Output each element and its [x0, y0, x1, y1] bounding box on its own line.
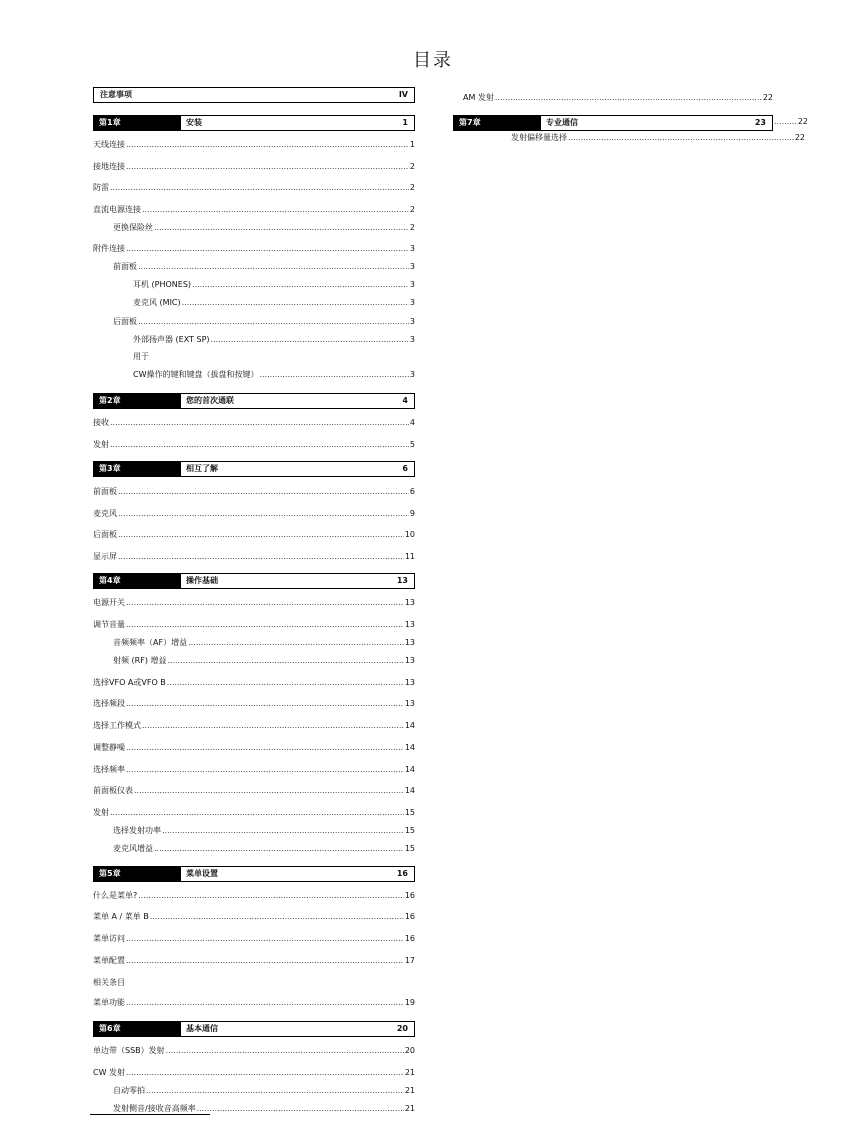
- toc-entry[interactable]: [113, 638, 415, 648]
- chapter-heading[interactable]: [93, 573, 415, 589]
- entry-label: 发射: [93, 808, 109, 817]
- dot-leader: [495, 93, 762, 103]
- toc-entry[interactable]: [93, 183, 415, 193]
- toc-entry[interactable]: [133, 370, 415, 380]
- entry-label: 发射: [93, 440, 109, 449]
- chapter-title: 专业通信: [546, 118, 578, 127]
- entry-page: 22: [762, 93, 773, 102]
- entry-label: 选择发射功率: [113, 826, 161, 835]
- entry-label: 显示屏: [93, 552, 117, 561]
- chapter-title: 菜单设置: [186, 869, 218, 878]
- chapter-tag: 第4章: [94, 574, 181, 588]
- chapter-tag: 第1章: [94, 116, 181, 130]
- entry-label: 发射偏移量选择: [511, 133, 567, 142]
- dot-leader: [118, 509, 409, 519]
- entry-page: 3: [409, 335, 415, 344]
- entry-label: 直流电源连接: [93, 205, 141, 214]
- toc-entry[interactable]: [93, 678, 415, 688]
- toc-entry[interactable]: [463, 93, 773, 103]
- dot-leader: [150, 912, 404, 922]
- entry-page: 1: [409, 140, 415, 149]
- entry-page: 2: [409, 205, 415, 214]
- entry-label: 调节音量: [93, 620, 125, 629]
- toc-entry[interactable]: [113, 656, 415, 666]
- entry-label: CW操作的键和键盘（拔盘和按键）: [133, 370, 259, 379]
- entry-page: 3: [409, 244, 415, 253]
- entry-label: 前面板仪表: [93, 786, 133, 795]
- entry-label: 前面板: [93, 487, 117, 496]
- toc-entry[interactable]: [93, 912, 415, 922]
- toc-entry[interactable]: [93, 140, 415, 150]
- dot-leader: [260, 370, 409, 380]
- entry-label: CW 发射: [93, 1068, 126, 1077]
- entry-label: 前面板: [113, 262, 137, 271]
- entry-label: 外部扬声器 (EXT SP): [133, 335, 210, 344]
- toc-entry[interactable]: [93, 998, 415, 1008]
- entry-label: 耳机 (PHONES): [133, 280, 192, 289]
- entry-page: 16: [404, 891, 415, 900]
- chapter-tag: 第2章: [94, 394, 181, 408]
- chapter-heading[interactable]: [93, 115, 415, 131]
- toc-entry[interactable]: [93, 530, 415, 540]
- chapter-heading[interactable]: [93, 1021, 415, 1037]
- chapter-tag: 第5章: [94, 867, 181, 881]
- notice-row[interactable]: [93, 87, 415, 103]
- entry-page: 21: [404, 1086, 415, 1095]
- entry-page: 22: [794, 133, 805, 142]
- entry-page: 4: [409, 418, 415, 427]
- dot-leader: [126, 998, 404, 1008]
- dot-leader: [188, 638, 404, 648]
- entry-label: 菜单访问: [93, 934, 125, 943]
- dot-leader: [182, 298, 409, 308]
- entry-label: 后面板: [113, 317, 137, 326]
- toc-entry[interactable]: [93, 765, 415, 775]
- dot-leader: [142, 721, 404, 731]
- entry-page: 13: [404, 638, 415, 647]
- dot-leader: [192, 280, 409, 290]
- entry-label: 更换保险丝: [113, 223, 153, 232]
- chapter-tag: 第7章: [454, 116, 541, 130]
- toc-entry[interactable]: [93, 440, 415, 450]
- entry-label: 单边带（SSB）发射: [93, 1046, 165, 1055]
- chapter-tag: 第6章: [94, 1022, 181, 1036]
- entry-label: 麦克风增益: [113, 844, 153, 853]
- toc-entry[interactable]: [93, 162, 415, 172]
- toc-entry[interactable]: [93, 891, 415, 901]
- toc-entry[interactable]: [93, 1046, 415, 1056]
- dot-leader: [142, 205, 409, 215]
- toc-entry[interactable]: [511, 133, 805, 143]
- chapter-title: 基本通信: [186, 1024, 218, 1033]
- toc-entry[interactable]: [113, 317, 415, 327]
- toc-entry[interactable]: [93, 808, 415, 818]
- toc-entry[interactable]: [113, 1086, 415, 1096]
- entry-page: 17: [404, 956, 415, 965]
- chapter-title: 您的首次通联: [186, 396, 234, 405]
- dot-leader: [118, 530, 404, 540]
- dot-leader: [211, 335, 409, 345]
- toc-entry[interactable]: [93, 244, 415, 254]
- notice-label: 注意事项: [100, 90, 132, 99]
- entry-page: 16: [404, 934, 415, 943]
- toc-entry[interactable]: [93, 598, 415, 608]
- entry-page: 14: [404, 786, 415, 795]
- entry-page: 15: [404, 826, 415, 835]
- entry-page: 14: [404, 743, 415, 752]
- toc-entry[interactable]: [113, 262, 415, 272]
- entry-page: 13: [404, 620, 415, 629]
- dot-leader: [110, 418, 409, 428]
- entry-label: 什么是菜单?: [93, 891, 138, 900]
- entry-page: 3: [409, 370, 415, 379]
- dot-leader: [126, 598, 404, 608]
- dot-leader: [154, 223, 409, 233]
- entry-page: 21: [404, 1104, 415, 1113]
- entry-label: 电源开关: [93, 598, 125, 607]
- dot-leader: [138, 891, 404, 901]
- dot-leader: [126, 934, 404, 944]
- entry-label: 音频频率（AF）增益: [113, 638, 188, 647]
- dot-leader: [126, 765, 404, 775]
- entry-page: 21: [404, 1068, 415, 1077]
- toc-entry[interactable]: [93, 509, 415, 519]
- toc-entry[interactable]: [93, 620, 415, 630]
- entry-page: 16: [404, 912, 415, 921]
- entry-label: 射频 (RF) 增益: [113, 656, 167, 665]
- chapter-page: 13: [396, 576, 408, 585]
- entry-page: 3: [409, 262, 415, 271]
- chapter-title: 相互了解: [186, 464, 218, 473]
- chapter-heading[interactable]: [93, 461, 415, 477]
- entry-label: 接地连接: [93, 162, 125, 171]
- entry-label: 菜单 A / 菜单 B: [93, 912, 149, 921]
- entry-page: 10: [404, 530, 415, 539]
- dot-leader: [126, 244, 409, 254]
- toc-entry[interactable]: [93, 956, 415, 966]
- toc-entry[interactable]: [133, 352, 415, 362]
- toc-entry[interactable]: [93, 978, 415, 988]
- chapter-page: 20: [396, 1024, 408, 1033]
- toc-entry[interactable]: [93, 934, 415, 944]
- entry-page: 2: [409, 223, 415, 232]
- footer-rule: [90, 1114, 210, 1115]
- chapter-title: 操作基础: [186, 576, 218, 585]
- entry-page: 11: [404, 552, 415, 561]
- entry-page: 2: [409, 162, 415, 171]
- dot-leader: [126, 956, 404, 966]
- entry-page: 13: [404, 699, 415, 708]
- dot-leader: [110, 440, 409, 450]
- entry-label: 选择频段: [93, 699, 125, 708]
- entry-page: 3: [409, 317, 415, 326]
- dot-leader: [138, 317, 409, 327]
- toc-entry[interactable]: [93, 743, 415, 753]
- dot-leader: [138, 262, 409, 272]
- dot-leader: [110, 808, 404, 818]
- entry-label: 防雷: [93, 183, 109, 192]
- toc-entry[interactable]: [93, 721, 415, 731]
- chapter-page: 23: [754, 118, 766, 127]
- dot-leader: [126, 743, 404, 753]
- chapter-page: 1: [402, 118, 408, 127]
- entry-page: 3: [409, 298, 415, 307]
- chapter-title: 安装: [186, 118, 202, 127]
- dot-leader: [110, 183, 409, 193]
- entry-page: 14: [404, 765, 415, 774]
- entry-page: 5: [409, 440, 415, 449]
- toc-entry[interactable]: [93, 487, 415, 497]
- entry-label: 菜单配置: [93, 956, 125, 965]
- entry-page: 15: [404, 844, 415, 853]
- dot-leader: [126, 620, 404, 630]
- entry-page: 13: [404, 678, 415, 687]
- entry-page: 14: [404, 721, 415, 730]
- toc-entry[interactable]: [113, 1104, 415, 1114]
- notice-page: IV: [398, 90, 408, 99]
- chapter-heading[interactable]: [453, 115, 773, 131]
- entry-page: 9: [409, 509, 415, 518]
- entry-label: 接收: [93, 418, 109, 427]
- dot-leader: [568, 133, 794, 143]
- entry-label: 麦克风: [93, 509, 117, 518]
- dot-leader: [167, 678, 404, 688]
- entry-label: 发射侧音/接收音高频率: [113, 1104, 196, 1113]
- entry-label: 用于: [133, 352, 149, 361]
- toc-entry[interactable]: [93, 418, 415, 428]
- dot-leader: [126, 162, 409, 172]
- entry-label: 相关条目: [93, 978, 125, 987]
- entry-label: AM 发射: [463, 93, 494, 102]
- entry-label: 选择频率: [93, 765, 125, 774]
- toc-entry[interactable]: [113, 223, 415, 233]
- entry-label: 麦克风 (MIC): [133, 298, 181, 307]
- entry-label: 选择工作模式: [93, 721, 141, 730]
- entry-label: 自动零拍: [113, 1086, 145, 1095]
- toc-entry[interactable]: [133, 335, 415, 345]
- entry-page: 20: [404, 1046, 415, 1055]
- toc-entry[interactable]: [113, 826, 415, 836]
- toc-entry[interactable]: [113, 844, 415, 854]
- entry-label: 菜单功能: [93, 998, 125, 1007]
- entry-page: 6: [409, 487, 415, 496]
- chapter-heading[interactable]: [93, 866, 415, 882]
- toc-entry[interactable]: [133, 298, 415, 308]
- entry-page: 15: [404, 808, 415, 817]
- dot-leader: [118, 552, 404, 562]
- dot-leader: [774, 117, 797, 127]
- toc-entry[interactable]: [93, 205, 415, 215]
- dot-leader: [126, 699, 404, 709]
- entry-page: 2: [409, 183, 415, 192]
- chapter-page: 6: [402, 464, 408, 473]
- toc-entry[interactable]: [133, 280, 415, 290]
- entry-page: 13: [404, 598, 415, 607]
- dot-leader: [168, 656, 404, 666]
- entry-page: 13: [404, 656, 415, 665]
- dot-leader: [118, 487, 409, 497]
- dot-leader: [126, 1068, 404, 1078]
- entry-label: 调整静噪: [93, 743, 125, 752]
- dot-leader: [146, 1086, 404, 1096]
- dot-leader: [197, 1104, 404, 1114]
- chapter-trailing-page: [773, 117, 808, 127]
- chapter-page: 4: [402, 396, 408, 405]
- page-title: 目录: [413, 50, 453, 71]
- dot-leader: [166, 1046, 404, 1056]
- entry-label: 后面板: [93, 530, 117, 539]
- toc-entry[interactable]: [93, 699, 415, 709]
- dot-leader: [154, 844, 404, 854]
- chapter-tag: 第3章: [94, 462, 181, 476]
- entry-page: 19: [404, 998, 415, 1007]
- entry-page: 3: [409, 280, 415, 289]
- entry-label: 天线连接: [93, 140, 125, 149]
- entry-page: 22: [797, 117, 808, 126]
- dot-leader: [162, 826, 404, 836]
- chapter-page: 16: [396, 869, 408, 878]
- dot-leader: [126, 140, 409, 150]
- chapter-heading[interactable]: [93, 393, 415, 409]
- entry-label: 选择VFO A或VFO B: [93, 678, 166, 687]
- toc-entry[interactable]: [93, 552, 415, 562]
- toc-entry[interactable]: [93, 786, 415, 796]
- entry-label: 附件连接: [93, 244, 125, 253]
- dot-leader: [134, 786, 404, 796]
- toc-entry[interactable]: [93, 1068, 415, 1078]
